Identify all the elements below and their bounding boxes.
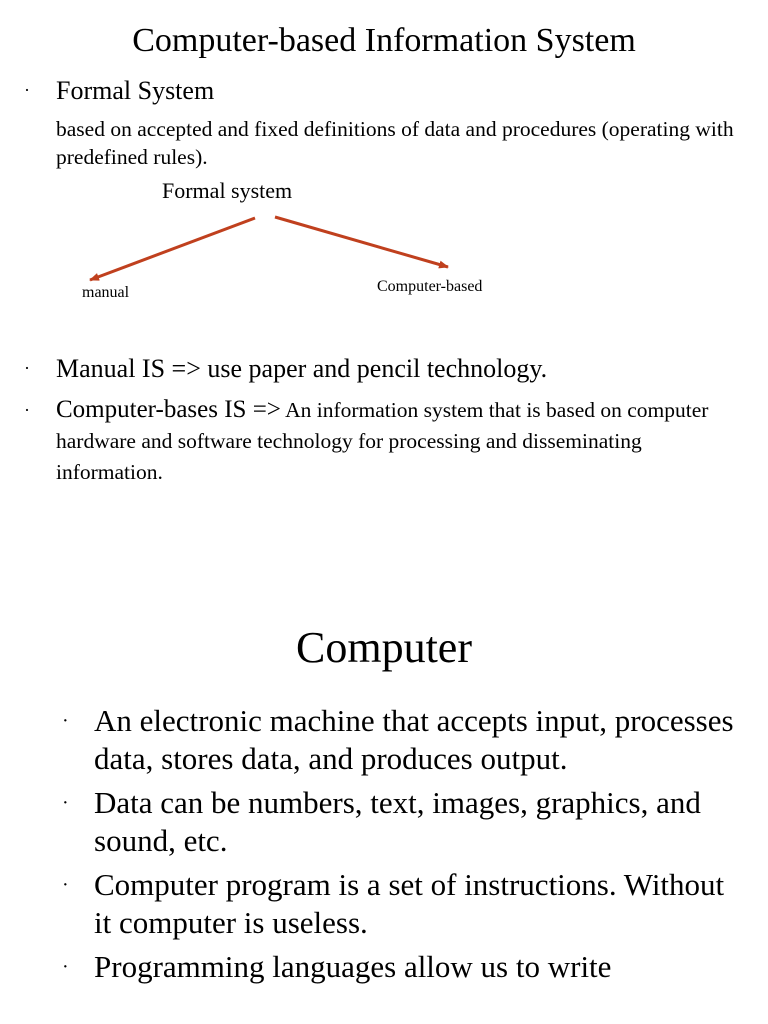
list-item <box>62 866 744 942</box>
bullet-marker: · <box>62 710 69 732</box>
slide-title: Computer <box>296 623 472 672</box>
manual-is-text: Manual IS => use paper and pencil technology. <box>56 354 548 383</box>
computer-is-lead: Computer-bases IS => <box>56 396 281 423</box>
bullet-marker: · <box>62 956 69 978</box>
list-item <box>62 948 744 986</box>
diagram-leaf-manual: manual <box>82 284 130 301</box>
list-item-text: Computer program is a set of instructions. Without it computer is useless. <box>94 867 725 940</box>
arrow-to-computer-based <box>275 217 448 267</box>
list-item-text: An electronic machine that accepts input, processes data, stores data, and produces output. <box>94 703 734 776</box>
bullet-marker: · <box>62 874 69 896</box>
arrow-to-manual <box>90 218 255 280</box>
list-item <box>62 702 744 778</box>
bullet-list <box>62 702 744 992</box>
computer-is-text <box>56 396 746 489</box>
bullet-marker: · <box>24 80 30 100</box>
slide-title: Computer-based Information System <box>132 22 636 59</box>
diagram-leaf-computer-based: Computer-based <box>377 278 483 295</box>
list-item-text: Programming languages allow us to write <box>94 949 612 984</box>
slide-computer <box>0 512 768 1024</box>
formal-system-diagram <box>0 170 768 320</box>
bullet-marker: · <box>24 358 30 378</box>
bullet-marker: · <box>62 792 69 814</box>
computer-is-definition: An information system that is based on computer hardware and software technology for processing and disseminating information. <box>56 398 709 484</box>
formal-system-description: based on accepted and fixed definitions of data and procedures (operating with predefined rules). <box>56 117 734 169</box>
diagram-root-label: Formal system <box>162 178 293 203</box>
list-item <box>62 784 744 860</box>
bullet-marker: · <box>24 400 30 420</box>
list-item-text: Data can be numbers, text, images, graphics, and sound, etc. <box>94 785 701 858</box>
formal-system-heading: Formal System <box>56 76 215 105</box>
